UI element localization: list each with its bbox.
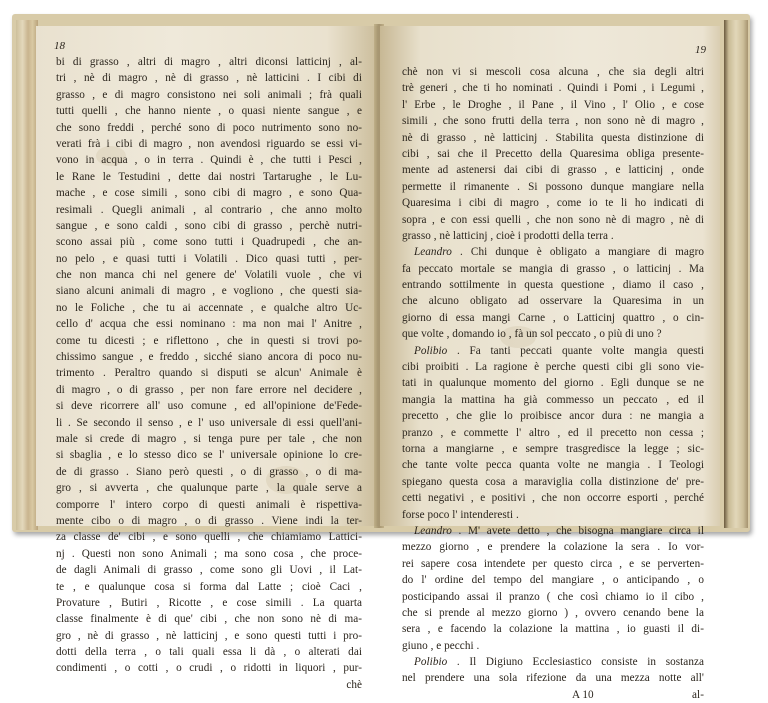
left-page [36,26,378,691]
text-line: mente cibo o di magro , o di grasso . Viene indi la ter- [56,514,362,527]
text-line: Provature , Butiri , Ricotte , e cose simili . La quarta [56,596,362,609]
catchword: al- [692,688,704,701]
left-page-text [56,54,362,693]
text-line: de dagli Animali di grasso , come sono gli Uovi , il Lat- [56,564,362,577]
right-page-text [402,64,704,703]
text-line: mente ad astenersi dai cibi di grasso , e latticinj , onde [402,164,704,177]
text-line: gro , nè di grasso , nè latticinj , e sono questi tutti i pro- [56,629,362,642]
right-page-edges [724,20,748,528]
text-line: entrando sottilmente in questa questione , diamo il caso , [402,279,704,292]
speaker-name: Leandro [414,246,452,259]
text-line: gro , si avverta , che qualunque parte , la quale serve a [56,482,362,495]
text-line: che si prende al mezzo giorno ) , ovvero cenando bene la [402,606,704,619]
text-line: si sbaglia , e lo stesso dico se l' universale opinione lo cre- [56,449,362,462]
text-line: chissimo sangue , e freddo , sicché siano ancora di poco nu- [56,351,362,364]
text-line: si deve ricorrere all' uso comune , ed all'opinione de'Fede- [56,400,362,413]
text-line: mangia la mattina ha già commesso un peccato , ed il [402,393,704,406]
text-line: tati in qualunque momento del giorno . Egli dunque se ne [402,377,704,390]
text-line: rei sapere cosa intendete per questo circa , e se perverten- [402,557,704,570]
text-line: Quaresima i cibi di magro , come io te li ho indicati di [402,197,704,210]
page-number: 18 [54,40,65,52]
text-line: tutti quelli , che hanno niente , o quasi niente sangue , e [56,105,362,118]
text-line: sopra , e con essi quelli , che non sono nè di magro , nè di [402,213,704,226]
text-line: che non manca chi nel genere de' Volatili vuole , che vi [56,269,362,282]
text-line: fa peccato mortale se mangia di grasso , o latticinj . Ma [402,262,704,275]
text-line: comporre l' intero corpo di questi animali è rispettiva- [56,498,362,511]
text-line: tri , nè di magro , nè di grasso , nè latticini . I cibi di [56,72,362,85]
text-line: permette il rimanente . Si possono dunque mangiare nella [402,180,704,193]
text-line: classe finalmente è di que' cibi , che non sono nè di ma- [56,613,362,626]
text-line: nel prendere una sola rifezione da una mezza notte all' [402,672,704,685]
speech-text: . M' avete detto , che bisogna mangiare circa il [451,524,704,537]
text-line: nè di grasso , nè latticinj . Stabilita questa distinzione di [402,131,704,144]
text-line: cello d' acqua che essi nominano : ma non mai l' Anitre , [56,318,362,331]
speaker-name: Leandro [414,524,452,537]
dialogue-line [402,244,704,260]
text-line: chè non vi si mescoli cosa alcuna , che sia degli altri [402,66,704,78]
dialogue-line [402,343,704,359]
text-line: precetto , che glie lo proibisce ancor dura : ne mangia a [402,410,704,423]
speech-text: . Chi dunque è obligato a mangiare di magro [451,246,704,259]
printer-signature: A 10 [572,688,594,701]
page-number: 19 [695,44,706,56]
text-line: verati frà i cibi di magro , non avendosi riguardo se essi vi- [56,137,362,150]
text-line: mezzo giorno , e prendere la colazione la sera . Io vor- [402,541,704,554]
dialogue-line [402,654,704,670]
open-book [12,14,752,701]
text-line: forse poco l' intenderesti . [402,508,519,521]
right-page [380,26,720,701]
text-line: trè generi , che ti ho nominati . Quindi i Pomi , i Legumi , [402,82,704,95]
text-line: che alcuno obligato ad osservare la Quaresima in un [402,295,704,308]
text-line: sera , e facendo la colazione la mattina , io guasti il di- [402,623,704,636]
text-line: sangue , e sono caldi , sono cibi di grasso , perchè nutri- [56,219,362,232]
text-line: li . Se secondo il senso , e l' uso universale di essi quell'ani- [56,416,362,429]
text-line: di magro , o di grasso , per non fare errore nel decidere , [56,383,362,396]
catchword: chè [346,678,362,691]
text-line: grasso , nè latticinj , cioè i prodotti della terra . [402,229,614,242]
text-line: cibi proibiti . La ragione è perche questi cibi gli sono vie- [402,361,704,374]
text-line: spiegano questa cosa a maraviglia colla distinzione de' pre- [402,475,704,488]
text-line: male si crede di magro , si tenga pure per tale , che non [56,432,362,445]
text-line: posticipando assai il pranzo ( che così chiamo io il cibo , [402,590,704,603]
text-line: te , e qualunque cosa si forma dal Latte ; cioè Caci , [56,580,362,593]
text-line: torna a mangiarne , e sempre trasgredisce la legge ; sic- [402,442,704,455]
speaker-name: Polibio [414,344,448,357]
text-line: condimenti , o cotti , o crudi , o ridotti in liquori , pur- [56,662,362,675]
signature-line [402,687,704,703]
text-line: resimali . Quegli animali , al contrario , che anno molto [56,203,362,216]
text-line: de di grasso . Siano però questi , o di grasso , o di ma- [56,465,362,478]
text-line: come tu dicesti ; e riflettono , che in questi si trovi po- [56,334,362,347]
text-line: cibi , sai che il Precetto della Quaresima obliga presente- [402,147,704,160]
text-line: do l' ordine del tempo del mangiare , o anticipando , o [402,574,704,587]
text-line: trimento . Peraltro quando si disputi se alcun' Animale è [56,367,362,380]
left-page-edges [16,20,38,530]
text-line: za classe de' cibi , e sono quelli , che chiamiamo Lattici- [56,531,362,544]
text-line: pranzo , e commette l' altro , ed il precetto non cessa ; [402,426,704,439]
text-line: vono in acqua , o in terra . Quindi è , che tutti i Pesci , [56,154,362,167]
text-line: cetti negativi , e positivi , che non occorre esporti , perché [402,492,704,505]
text-line: le Rane le Testudini , dette dai nostri Tartarughe , le Lu- [56,170,362,183]
text-line: scono assai più , come sono tutti i Quadrupedi , che an- [56,236,362,249]
text-line: giorno di essa mangi Carne , o Latticinj quattro , o cin- [402,311,704,324]
text-line: l' Erbe , le Droghe , il Pane , il Vino , l' Olio , e cose [402,98,704,111]
speech-text: . Il Digiuno Ecclesiastico consiste in sostanza [447,656,704,669]
speaker-name: Polibio [414,656,448,669]
text-line: che sono freddi , perché sono di poco nutrimento sono no- [56,121,362,134]
text-line: no le Foliche , che tu ai accennate , e qualche altro Uc- [56,301,362,314]
speech-text: . Fa tanti peccati quante volte mangia questi [447,344,704,357]
text-line: grasso , e di magro consistono nei soli animali ; frà quali [56,88,362,101]
text-line: dotti della terra , o tali quali essa li dà , o alterati dai [56,646,362,659]
text-line: siano alcuni animali di magro , e vogliono , che questi sia- [56,285,362,298]
text-line: no pelo , e quasi tutti i Volatili . Dico quasi tutti , per- [56,252,362,265]
text-line: simili , che sono frutti della terra , non sono nè di magro , [402,115,704,128]
text-line: che tante volte pecca quanta volte ne mangia . I Teologi [402,459,704,472]
text-line: que volte , domando io , fà un sol peccato , o più di uno ? [402,328,662,341]
text-line: giuno , e pecchi . [402,639,480,652]
text-line: bi di grasso , altri di magro , altri diconsi latticinj , al- [56,56,362,68]
text-line: mache , e cose simili , sono cibi di magro , e sono Qua- [56,187,362,200]
text-line: nj . Questi non sono Animali ; ma sono cosa , che proce- [56,547,362,560]
dialogue-line [402,523,704,539]
